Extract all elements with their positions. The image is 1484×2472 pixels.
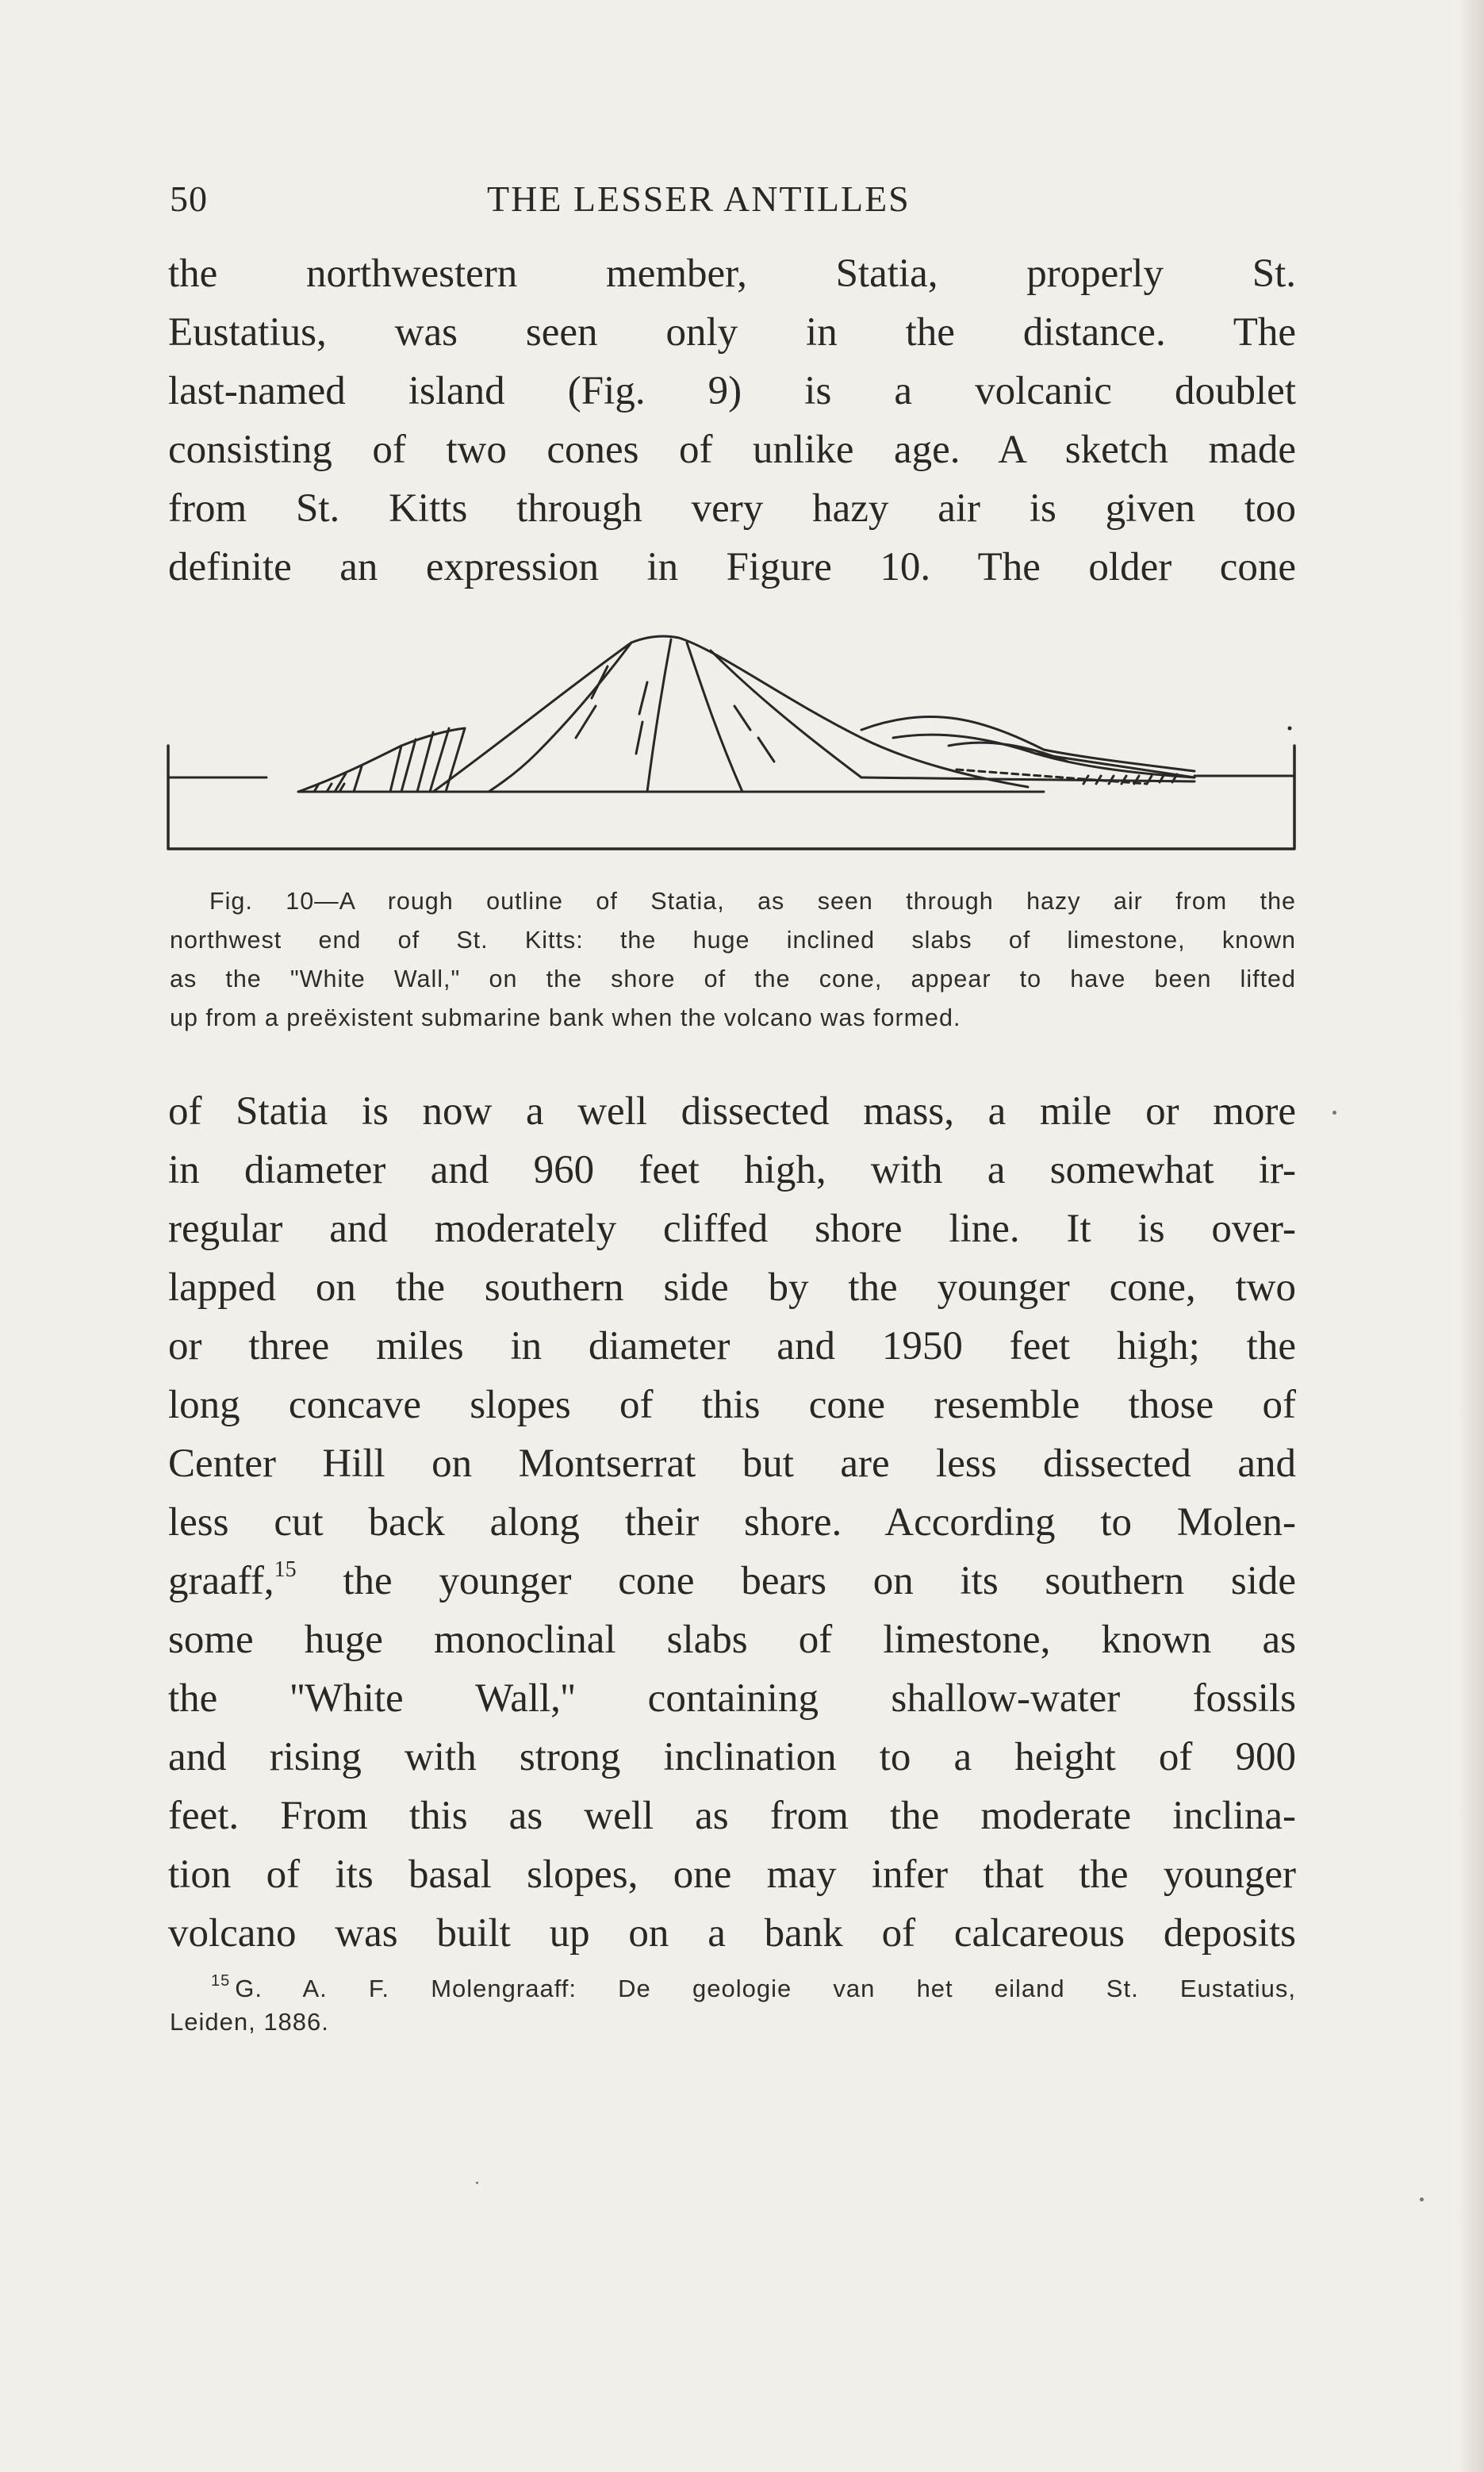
text-line: the northwestern member, Statia, properly St.	[168, 251, 1296, 296]
paragraph-2	[168, 1082, 1296, 1963]
text-line: or three miles in diameter and 1950 feet high; the	[168, 1324, 1296, 1368]
text-line-with-footnote-ref	[168, 1552, 1296, 1610]
text-line: definite an expression in Figure 10. The older cone	[168, 545, 1296, 589]
text-line: less cut back along their shore. According to Molen-	[168, 1500, 1296, 1545]
caption-line: up from a preëxistent submarine bank when the volcano was formed.	[170, 1004, 961, 1031]
text-line: in diameter and 960 feet high, with a somewhat ir-	[168, 1148, 1296, 1192]
figure-10-sketch	[163, 619, 1306, 857]
running-header	[170, 178, 1296, 225]
footnote-line	[170, 1961, 1296, 2002]
figure-caption	[170, 882, 1296, 1038]
footnote-line: Leiden, 1886.	[170, 2008, 329, 2036]
text-line: Eustatius, was seen only in the distance. The	[168, 310, 1296, 355]
text-line: volcano was built up on a bank of calcareous deposits	[168, 1911, 1296, 1956]
paper-speck	[1333, 1111, 1336, 1115]
text-fragment: graaff,	[168, 1559, 274, 1603]
text-line: the ''White Wall,'' containing shallow-water fossils	[168, 1676, 1296, 1721]
text-line: of Statia is now a well dissected mass, a mile or more	[168, 1089, 1296, 1134]
text-line: and rising with strong inclination to a height of 900	[168, 1735, 1296, 1779]
caption-line: as the "White Wall," on the shore of the cone, appear to have been lifted	[170, 965, 1296, 992]
text-line: feet. From this as well as from the moderate inclina-	[168, 1794, 1296, 1838]
text-line: lapped on the southern side by the younger cone, two	[168, 1265, 1296, 1310]
running-title: THE LESSER ANTILLES	[487, 178, 911, 219]
caption-line: northwest end of St. Kitts: the huge inclined slabs of limestone, known	[170, 927, 1296, 954]
text-line: from St. Kitts through very hazy air is given too	[168, 486, 1296, 531]
text-line: regular and moderately cliffed shore line. It is over-	[168, 1207, 1296, 1251]
text-fragment: the younger cone bears on its southern side	[296, 1559, 1296, 1603]
text-line: Center Hill on Montserrat but are less dissected and	[168, 1441, 1296, 1486]
page-number: 50	[170, 178, 208, 219]
paper-speck	[1420, 2198, 1424, 2201]
text-line: last-named island (Fig. 9) is a volcanic doublet	[168, 369, 1296, 413]
paragraph-1	[168, 244, 1296, 597]
text-line: consisting of two cones of unlike age. A sketch made	[168, 428, 1296, 472]
caption-line: Fig. 10—A rough outline of Statia, as seen through hazy air from the	[209, 888, 1296, 915]
footnote-text: G. A. F. Molengraaff: De geologie van het eiland St. Eustatius,	[235, 1975, 1296, 2002]
text-line: some huge monoclinal slabs of limestone, known as	[168, 1618, 1296, 1662]
page-edge-shadow	[1457, 0, 1484, 2472]
text-line: tion of its basal slopes, one may infer that the younger	[168, 1852, 1296, 1897]
footnote-reference: 15	[274, 1557, 297, 1582]
paper-speck	[476, 2182, 478, 2184]
text-line: long concave slopes of this cone resemble those of	[168, 1383, 1296, 1427]
footnotes	[170, 1961, 1296, 2042]
footnote-mark: 15	[211, 1972, 231, 1990]
statia-outline-drawing	[163, 619, 1306, 857]
